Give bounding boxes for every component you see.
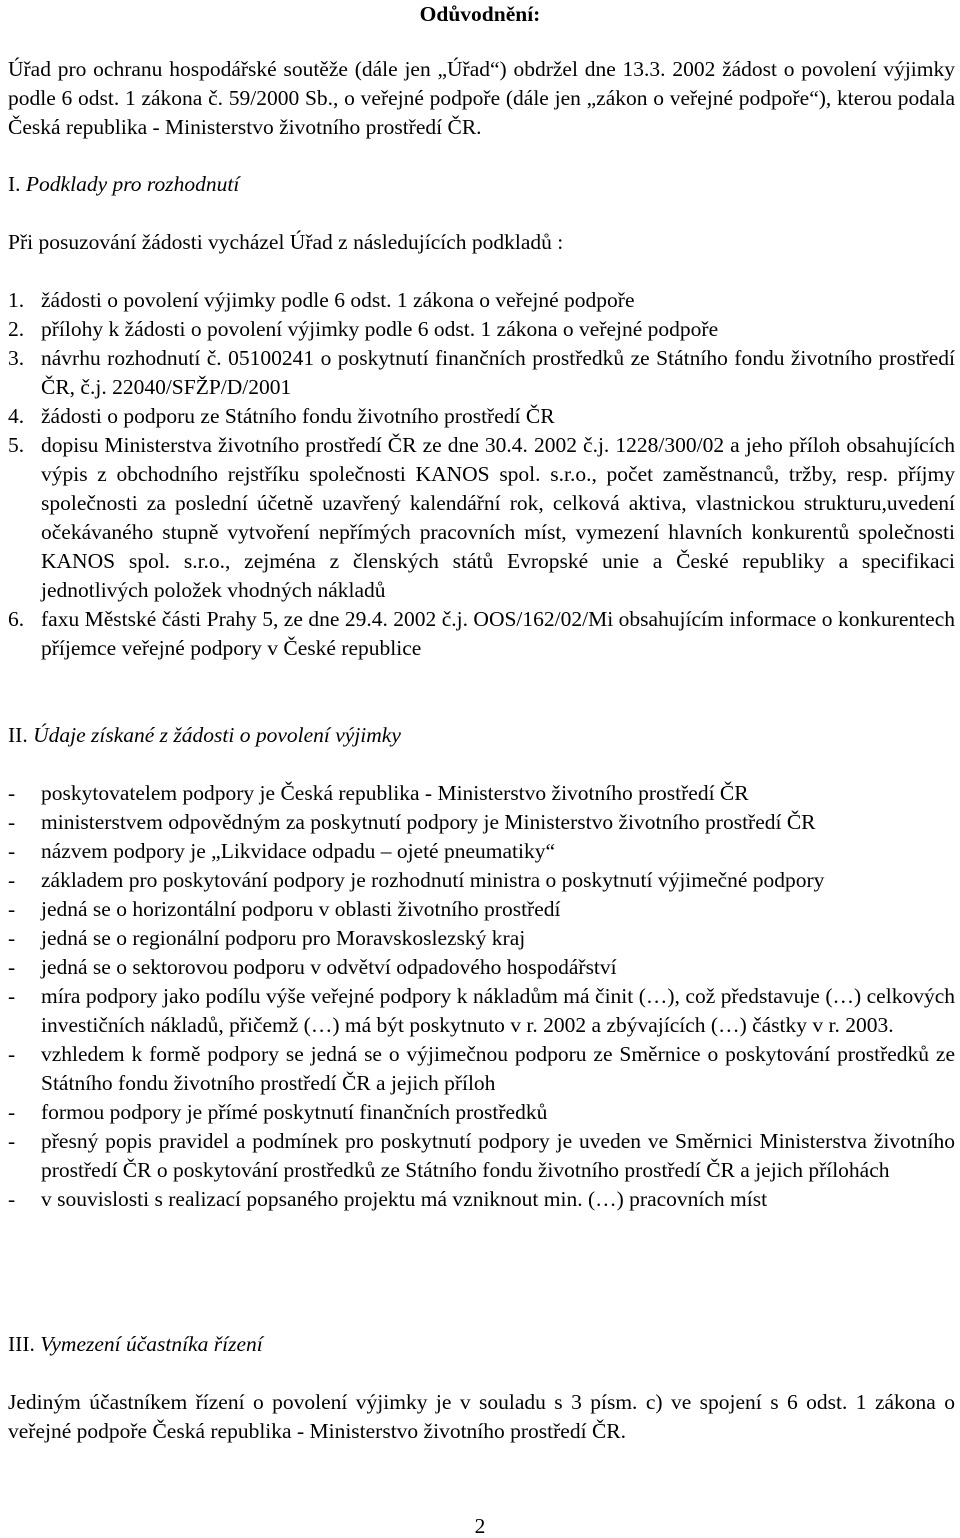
dash-bullet: - [8, 1100, 16, 1124]
list-item [8, 402, 955, 431]
list-item [8, 982, 955, 1040]
list-item-number: 4. [8, 404, 25, 428]
dash-bullet: - [8, 897, 16, 921]
dash-bullet: - [8, 1129, 16, 1153]
section-3-heading [8, 1330, 955, 1359]
list-item-text: faxu Městské části Prahy 5, ze dne 29.4. 2002 č.j. OOS/162/02/Mi obsahujícím informace o konkurentech příjemce veřejné podpory v České republice [41, 607, 955, 660]
section-3-title: Vymezení účastníka řízení [40, 1332, 263, 1356]
list-item-text: žádosti o povolení výjimky podle 6 odst. 1 zákona o veřejné podpoře [41, 288, 635, 312]
list-item [8, 866, 955, 895]
section-1-lead: Při posuzování žádosti vycházel Úřad z následujících podkladů : [8, 230, 564, 254]
list-item [8, 1127, 955, 1185]
section-1-number: I. [8, 172, 21, 196]
list-item-text: ministerstvem odpovědným za poskytnutí podpory je Ministerstvo životního prostředí ČR [41, 810, 816, 834]
section-2-number: II. [8, 723, 28, 747]
list-item-text: přílohy k žádosti o povolení výjimky podle 6 odst. 1 zákona o veřejné podpoře [41, 317, 719, 341]
section-1-heading [8, 170, 955, 199]
section-1-list [8, 286, 955, 663]
section-2-title: Údaje získané z žádosti o povolení výjimky [33, 723, 401, 747]
list-item [8, 924, 955, 953]
list-item [8, 779, 955, 808]
list-item-number: 5. [8, 433, 25, 457]
list-item-text: formou podpory je přímé poskytnutí finančních prostředků [41, 1100, 548, 1124]
list-item-text: žádosti o podporu ze Státního fondu životního prostředí ČR [41, 404, 555, 428]
dash-bullet: - [8, 1187, 16, 1211]
list-item [8, 837, 955, 866]
list-item [8, 286, 955, 315]
list-item [8, 431, 955, 605]
list-item-text: návrhu rozhodnutí č. 05100241 o poskytnutí finančních prostředků ze Státního fondu životního prostředí ČR, č.j. 22040/SFŽP/D/2001 [41, 346, 955, 399]
section-3-number: III. [8, 1332, 35, 1356]
section-2-list [8, 779, 955, 1214]
list-item-text: základem pro poskytování podpory je rozhodnutí ministra o poskytnutí výjimečné podpory [41, 868, 825, 892]
list-item-text: poskytovatelem podpory je Česká republika - Ministerstvo životního prostředí ČR [41, 781, 749, 805]
list-item [8, 344, 955, 402]
list-item [8, 895, 955, 924]
section-2-heading [8, 721, 955, 750]
list-item [8, 1098, 955, 1127]
list-item-text: jedná se o regionální podporu pro Moravskoslezský kraj [41, 926, 526, 950]
list-item [8, 605, 955, 663]
list-item [8, 1040, 955, 1098]
list-item-text: vzhledem k formě podpory se jedná se o výjimečnou podporu ze Směrnice o poskytování prostředků ze Státního fondu životního prostředí ČR a jejich příloh [41, 1042, 955, 1095]
section-1-title: Podklady pro rozhodnutí [25, 172, 240, 196]
intro-paragraph: Úřad pro ochranu hospodářské soutěže (dále jen „Úřad“) obdržel dne 13.3. 2002 žádost o povolení výjimky podle 6 odst. 1 zákona č. 59/2000 Sb., o veřejné podpoře (dále jen „zákon o veřejné podpoře“), kterou podala Česká republika - Ministerstvo životního prostředí ČR. [8, 57, 955, 139]
list-item [8, 953, 955, 982]
list-item-text: přesný popis pravidel a podmínek pro poskytnutí podpory je uveden ve Směrnici Ministerstva životního prostředí ČR o poskytování prostředků ze Státního fondu životního prostředí ČR a jejich přílohách [41, 1129, 955, 1182]
dash-bullet: - [8, 839, 16, 863]
dash-bullet: - [8, 868, 16, 892]
page-heading: Odůvodnění: [419, 2, 541, 26]
dash-bullet: - [8, 926, 16, 950]
list-item-text: v souvislosti s realizací popsaného projektu má vzniknout min. (…) pracovních míst [41, 1187, 768, 1211]
dash-bullet: - [8, 1042, 16, 1066]
list-item-text: názvem podpory je „Likvidace odpadu – ojeté pneumatiky“ [41, 839, 556, 863]
list-item [8, 315, 955, 344]
dash-bullet: - [8, 781, 16, 805]
list-item-text: míra podpory jako podílu výše veřejné podpory k nákladům má činit (…), což představuje (…) celkových investičních nákladů, přičemž (…) má být poskytnuto v r. 2002 a zbývajících (…) částky v r. 2003. [41, 984, 955, 1037]
page-number: 2 [474, 1514, 486, 1538]
list-item [8, 1185, 955, 1214]
list-item-number: 3. [8, 346, 25, 370]
list-item-text: dopisu Ministerstva životního prostředí ČR ze dne 30.4. 2002 č.j. 1228/300/02 a jeho příloh obsahujících výpis z obchodního rejstříku společnosti KANOS spol. s.r.o., počet zaměstnanců, tržby, resp. příjmy společnosti za poslední účetně uzavřený kalendářní rok, celková aktiva, vlastnickou strukturu,uvedení očekávaného stupně vytvoření nepřímých pracovních míst, vymezení hlavních konkurentů společnosti KANOS spol. s.r.o., zejména z členských států Evropské unie a České republiky a specifikaci jednotlivých položek vhodných nákladů [41, 433, 955, 602]
dash-bullet: - [8, 955, 16, 979]
list-item-text: jedná se o sektorovou podporu v odvětví odpadového hospodářství [41, 955, 617, 979]
list-item-text: jedná se o horizontální podporu v oblasti životního prostředí [41, 897, 561, 921]
dash-bullet: - [8, 810, 16, 834]
list-item-number: 6. [8, 607, 25, 631]
section-3-paragraph: Jediným účastníkem řízení o povolení výjimky je v souladu s 3 písm. c) ve spojení s 6 odst. 1 zákona o veřejné podpoře Česká republika - Ministerstvo životního prostředí ČR. [8, 1390, 955, 1443]
list-item-number: 2. [8, 317, 25, 341]
list-item-number: 1. [8, 288, 25, 312]
dash-bullet: - [8, 984, 16, 1008]
list-item [8, 808, 955, 837]
